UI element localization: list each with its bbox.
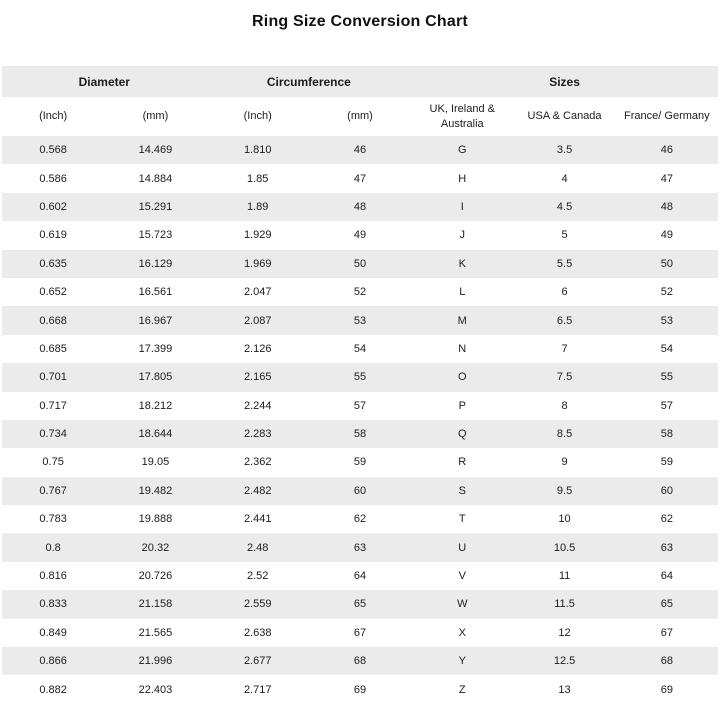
table-cell: 0.75 xyxy=(42,456,64,469)
table-header xyxy=(2,66,718,136)
table-cell: 15.723 xyxy=(138,229,173,242)
table-cell: 0.635 xyxy=(39,257,67,270)
table-cell: 2.087 xyxy=(243,314,272,327)
table-row xyxy=(2,505,718,533)
table-cell: 48 xyxy=(353,200,367,213)
table-row xyxy=(2,363,718,391)
table-cell: 64 xyxy=(353,570,367,583)
table-cell: 2.283 xyxy=(243,428,272,441)
table-cell: L xyxy=(459,286,466,299)
table-cell: 17.399 xyxy=(138,342,173,355)
table-cell: 2.165 xyxy=(243,371,272,384)
table-cell: 2.362 xyxy=(243,456,272,469)
table-cell: 2.559 xyxy=(243,598,272,611)
table-cell: 52 xyxy=(353,286,367,299)
table-cell: 1.969 xyxy=(243,257,272,270)
table-cell: 8.5 xyxy=(556,428,573,441)
table-cell: 2.482 xyxy=(243,484,272,497)
table-cell: 7 xyxy=(561,342,568,355)
table-cell: 2.441 xyxy=(243,513,272,526)
table-row xyxy=(2,420,718,448)
table-cell: 10 xyxy=(558,513,571,526)
table-cell: 53 xyxy=(660,314,673,327)
table-row xyxy=(2,647,718,675)
table-cell: 2.638 xyxy=(243,626,272,639)
table-cell: 16.561 xyxy=(138,286,173,299)
table-row xyxy=(2,221,718,249)
table-cell: 49 xyxy=(353,229,367,242)
table-cell: 69 xyxy=(353,683,367,696)
table-cell: 59 xyxy=(353,456,367,469)
table-cell: 5.5 xyxy=(556,257,573,270)
table-row xyxy=(2,675,718,703)
group-header-circumference: Circumference xyxy=(207,66,412,97)
table-cell: 46 xyxy=(660,144,673,157)
table-body xyxy=(2,136,718,704)
table-cell: 65 xyxy=(660,598,673,611)
table-cell: 46 xyxy=(353,144,367,157)
table-cell: 21.565 xyxy=(138,626,173,639)
table-cell: 6.5 xyxy=(556,314,573,327)
column-header-uk-ireland-australia: UK, Ireland & Australia xyxy=(411,97,513,136)
table-cell: 0.586 xyxy=(39,172,67,185)
table-cell: U xyxy=(458,541,467,554)
table-row xyxy=(2,533,718,561)
table-cell: 16.967 xyxy=(138,314,173,327)
table-cell: 55 xyxy=(660,371,673,384)
table-cell: 53 xyxy=(353,314,367,327)
table-cell: 68 xyxy=(353,655,367,668)
table-cell: K xyxy=(458,257,466,270)
table-cell: 57 xyxy=(353,399,367,412)
column-header-usa-canada: USA & Canada xyxy=(513,97,615,136)
table-row xyxy=(2,250,718,278)
column-header-diameter-inch: (Inch) xyxy=(2,97,104,136)
table-cell: M xyxy=(457,314,467,327)
table-cell: 0.701 xyxy=(39,371,67,384)
table-row xyxy=(2,619,718,647)
table-cell: 6 xyxy=(561,286,568,299)
table-cell: N xyxy=(458,342,467,355)
table-cell: 4 xyxy=(561,172,568,185)
table-cell: 21.158 xyxy=(138,598,173,611)
table-row xyxy=(2,193,718,221)
table-cell: O xyxy=(457,371,467,384)
table-cell: 63 xyxy=(353,541,367,554)
table-cell: H xyxy=(458,172,467,185)
table-row xyxy=(2,136,718,164)
table-cell: 2.48 xyxy=(246,541,269,554)
table-cell: 60 xyxy=(353,484,367,497)
column-header-circumference-inch: (Inch) xyxy=(207,97,309,136)
table-cell: 69 xyxy=(660,683,673,696)
table-cell: 64 xyxy=(660,570,673,583)
table-cell: Q xyxy=(457,428,467,441)
table-cell: 1.929 xyxy=(243,229,272,242)
table-cell: 0.833 xyxy=(39,598,67,611)
table-cell: 22.403 xyxy=(138,683,173,696)
table-cell: 48 xyxy=(660,200,673,213)
table-cell: 15.291 xyxy=(138,200,173,213)
table-cell: 19.888 xyxy=(138,513,173,526)
ring-size-conversion-table xyxy=(2,66,718,704)
table-row xyxy=(2,562,718,590)
table-cell: 55 xyxy=(353,371,367,384)
table-row xyxy=(2,448,718,476)
table-cell: Y xyxy=(458,655,466,668)
table-cell: 0.767 xyxy=(39,484,67,497)
table-cell: 0.685 xyxy=(39,342,67,355)
table-cell: 1.89 xyxy=(246,200,269,213)
table-cell: T xyxy=(458,513,466,526)
table-cell: 14.469 xyxy=(138,144,173,157)
table-cell: 1.810 xyxy=(243,144,272,157)
table-row xyxy=(2,392,718,420)
table-cell: 18.212 xyxy=(138,399,173,412)
table-cell: 19.482 xyxy=(138,484,173,497)
table-cell: 2.717 xyxy=(243,683,272,696)
table-cell: 5 xyxy=(561,229,568,242)
table-cell: 0.568 xyxy=(39,144,67,157)
table-cell: 2.677 xyxy=(243,655,272,668)
table-cell: R xyxy=(458,456,467,469)
table-cell: G xyxy=(457,144,467,157)
table-cell: 16.129 xyxy=(138,257,173,270)
table-cell: 65 xyxy=(353,598,367,611)
table-cell: 9.5 xyxy=(556,484,573,497)
table-cell: 20.32 xyxy=(141,541,170,554)
table-cell: 3.5 xyxy=(556,144,573,157)
table-cell: 17.805 xyxy=(138,371,173,384)
table-cell: 0.8 xyxy=(45,541,61,554)
table-cell: 21.996 xyxy=(138,655,173,668)
table-cell: I xyxy=(460,200,464,213)
table-cell: 49 xyxy=(660,229,673,242)
table-cell: 0.783 xyxy=(39,513,67,526)
table-cell: 8 xyxy=(561,399,568,412)
table-cell: 0.602 xyxy=(39,200,67,213)
table-cell: 59 xyxy=(660,456,673,469)
table-cell: 47 xyxy=(353,172,367,185)
table-cell: 2.126 xyxy=(243,342,272,355)
table-cell: 11 xyxy=(558,570,571,583)
table-cell: 0.816 xyxy=(39,570,67,583)
column-header-france-germany: France/ Germany xyxy=(616,97,718,136)
table-group-header-row xyxy=(2,66,718,97)
table-cell: Z xyxy=(458,683,466,696)
table-cell: 47 xyxy=(660,172,673,185)
table-cell: 68 xyxy=(660,655,673,668)
table-cell: 20.726 xyxy=(138,570,173,583)
page-title: Ring Size Conversion Chart xyxy=(252,13,468,30)
table-cell: 50 xyxy=(660,257,673,270)
table-cell: 67 xyxy=(353,626,367,639)
table-cell: 62 xyxy=(660,513,673,526)
group-header-sizes: Sizes xyxy=(411,66,718,97)
table-cell: 2.52 xyxy=(246,570,269,583)
table-column-header-row xyxy=(2,97,718,136)
table-cell: V xyxy=(458,570,466,583)
table-cell: 0.652 xyxy=(39,286,67,299)
table-cell: 13 xyxy=(558,683,571,696)
table-cell: 58 xyxy=(353,428,367,441)
table-cell: 54 xyxy=(660,342,673,355)
table-row xyxy=(2,335,718,363)
table-cell: 12 xyxy=(558,626,571,639)
table-cell: 57 xyxy=(660,399,673,412)
group-header-diameter: Diameter xyxy=(2,66,207,97)
table-cell: 0.882 xyxy=(39,683,67,696)
table-cell: 4.5 xyxy=(556,200,573,213)
table-cell: 54 xyxy=(353,342,367,355)
table-cell: P xyxy=(458,399,466,412)
table-cell: 58 xyxy=(660,428,673,441)
table-row xyxy=(2,590,718,618)
column-header-circumference-mm: (mm) xyxy=(309,97,411,136)
table-row xyxy=(2,164,718,192)
table-cell: 1.85 xyxy=(246,172,269,185)
table-cell: 18.644 xyxy=(138,428,173,441)
table-cell: 60 xyxy=(660,484,673,497)
table-cell: 0.734 xyxy=(39,428,67,441)
table-cell: 0.619 xyxy=(39,229,67,242)
table-cell: J xyxy=(459,229,466,242)
table-cell: X xyxy=(458,626,466,639)
table-cell: W xyxy=(457,598,468,611)
table-cell: 52 xyxy=(660,286,673,299)
table-cell: S xyxy=(458,484,466,497)
column-header-diameter-mm: (mm) xyxy=(104,97,206,136)
table-cell: 0.717 xyxy=(39,399,67,412)
table-cell: 50 xyxy=(353,257,367,270)
table-cell: 62 xyxy=(353,513,367,526)
table-cell: 2.047 xyxy=(243,286,272,299)
table-cell: 7.5 xyxy=(556,371,573,384)
table-cell: 0.668 xyxy=(39,314,67,327)
table-cell: 11.5 xyxy=(554,598,575,611)
table-cell: 0.866 xyxy=(39,655,67,668)
table-cell: 67 xyxy=(660,626,673,639)
table-cell: 2.244 xyxy=(243,399,272,412)
table-row xyxy=(2,278,718,306)
table-cell: 12.5 xyxy=(553,655,576,668)
table-cell: 0.849 xyxy=(39,626,67,639)
table-row xyxy=(2,477,718,505)
table-row xyxy=(2,306,718,334)
table-cell: 63 xyxy=(660,541,673,554)
table-cell: 19.05 xyxy=(141,456,170,469)
table-cell: 9 xyxy=(561,456,568,469)
table-cell: 14.884 xyxy=(138,172,173,185)
table-cell: 10.5 xyxy=(553,541,576,554)
